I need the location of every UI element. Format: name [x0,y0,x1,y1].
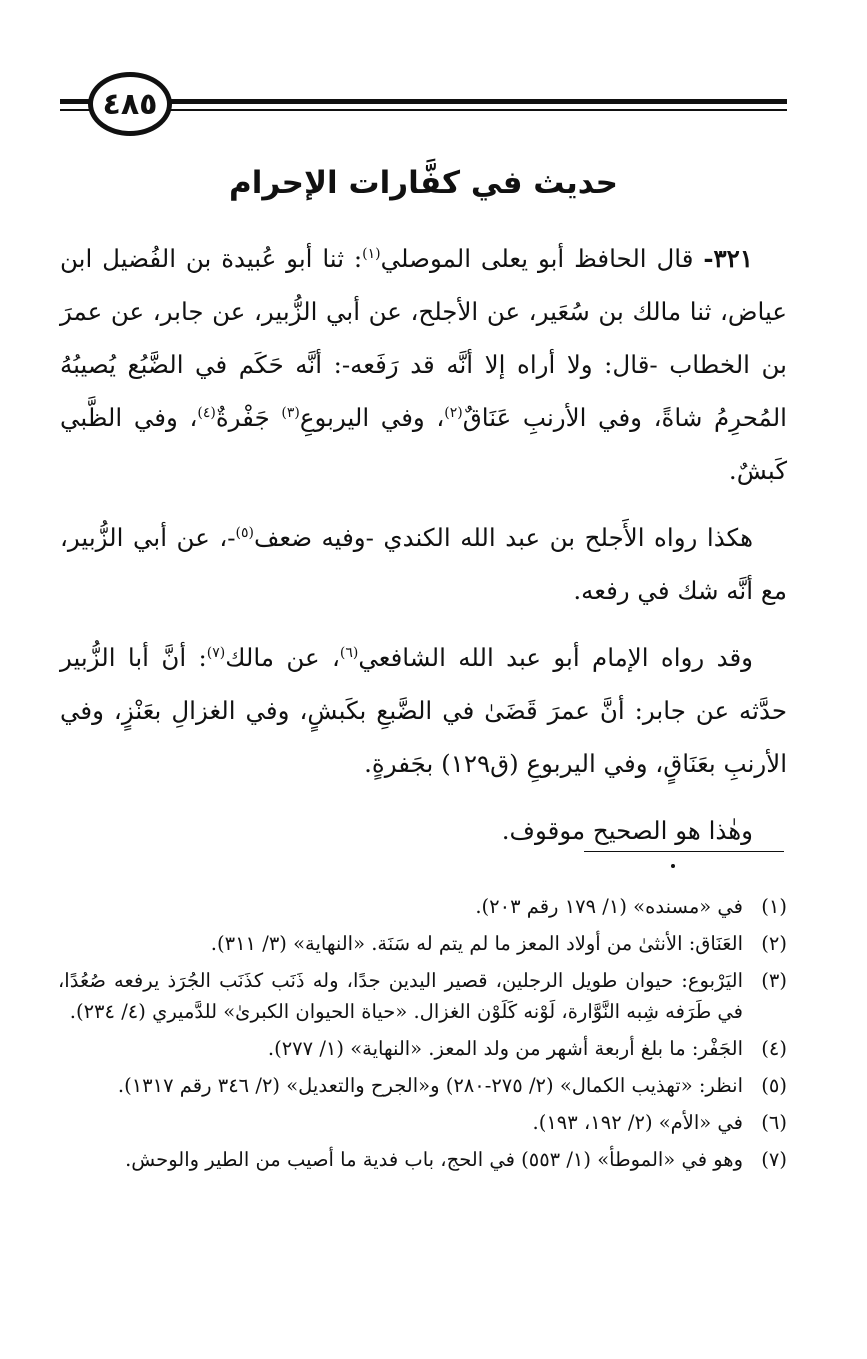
conclusion-paragraph: وهٰذا هو الصحيح موقوف. [501,816,753,845]
footnote-ref: (٣) [281,404,300,421]
footnote-ref: (٢) [444,404,463,421]
footnote-number: (٧) [761,1148,787,1171]
footnote-ref: (٤) [197,404,216,421]
text-run: -، عن أبي الزُّبير، مع أنَّه شك في رفعه. [60,523,787,605]
hadith-paragraph [60,232,787,497]
text-run: جَفْرةٌ [215,403,282,432]
text-run: ، وفي اليربوعِ [299,403,445,432]
text-run: : أنَّ أبا الزُّبير حدَّثه عن جابر: أنَّ عمرَ قَضَىٰ في الضَّبعِ بكَبشٍ، وفي الغزالِ بعَنْزٍ، وفي الأرنبِ بعَنَاقٍ، وفي اليربوعِ (ق١٢٩) بجَفرةٍ. [60,643,787,778]
text-run: ، وفي الظَّبي كَبشٌ. [60,403,787,485]
text-run: قال الحافظ أبو يعلى الموصلي [380,244,704,273]
footnote-text: انظر: «تهذيب الكمال» (٢/ ٢٧٥-٢٨٠) و«الجرح والتعديل» (٢/ ٣٤٦ رقم ١٣١٧). [117,1074,743,1097]
footnote-number: (٤) [761,1037,787,1060]
footnote-text: العَنَاق: الأنثىٰ من أولاد المعز ما لم يتم له سَنَة. «النهاية» (٣/ ٣١١). [210,932,743,955]
section-title: حديث في كفَّارات الإحرام [228,165,619,201]
footnote-text: في «مسنده» (١/ ١٧٩ رقم ٢٠٣). [475,895,743,918]
footnote-text: في «الأم» (٢/ ١٩٢، ١٩٣). [532,1111,743,1134]
footnote-ref: (٥) [235,524,255,541]
commentary-paragraph [60,511,787,617]
footnote [58,1144,787,1175]
page-number: ٤٨٥ [102,86,158,122]
footnote-ref: (٦) [339,644,359,661]
footnote-number: (٢) [761,932,787,955]
footnote-ref: (٧) [206,644,226,661]
page-number-badge [88,72,172,136]
footnote-text: اليَرْبوع: حيوان طويل الرجلين، قصير اليدين جدًا، وله ذَنَب كذَنَب الجُرَذ يرفعه صُعُدًا، في طَرَفه شِبه النَّوَّارة، لَوْنه كَلَوْن الغزال. «حياة الحيوان الكبرىٰ» للدَّميري (٤/ ٢٣٤). [58,969,743,1023]
main-text [60,232,787,857]
footnote-number: (١) [761,895,787,918]
commentary-paragraph [60,631,787,790]
footnote [58,928,787,959]
footnote [58,1070,787,1101]
footnote-separator [584,851,784,852]
separator-dot [671,864,675,868]
footnote-number: (٦) [761,1111,787,1134]
footnote-text: وهو في «الموطأ» (١/ ٥٥٣) في الحج، باب فدية ما أصيب من الطير والوحش. [125,1148,743,1171]
text-run: هكذا رواه الأَجلح بن عبد الله الكندي -وفيه ضعف [254,523,754,552]
footnote [58,965,787,1027]
footnote-text: الجَفْر: ما بلغ أربعة أشهر من ولد المعز. «النهاية» (١/ ٢٧٧). [267,1037,743,1060]
footnote-number: (٣) [761,969,787,992]
footnote [58,1033,787,1064]
text-run: وقد رواه الإمام أبو عبد الله الشافعي [358,643,754,672]
text-run: : ثنا أبو عُبيدة بن الفُضيل ابن عياض، ثنا مالك بن سُعَير، عن الأجلح، عن أبي الزُّبير، عن جابر، عن عمرَ بن الخطاب -قال: ولا أراه إلا أنَّه قد رَفَعه-: أنَّه حَكَم في الضَّبُع يُصيبُهُ المُحرِمُ شاةً، وفي الأرنبِ عَنَاقٌ [60,244,787,432]
footnotes [58,891,787,1181]
footnote-number: (٥) [761,1074,787,1097]
footnote [58,891,787,922]
footnote [58,1107,787,1138]
text-run: ، عن مالك [225,643,340,672]
hadith-number: ٣٢١- [703,244,753,273]
footnote-ref: (١) [362,245,381,262]
